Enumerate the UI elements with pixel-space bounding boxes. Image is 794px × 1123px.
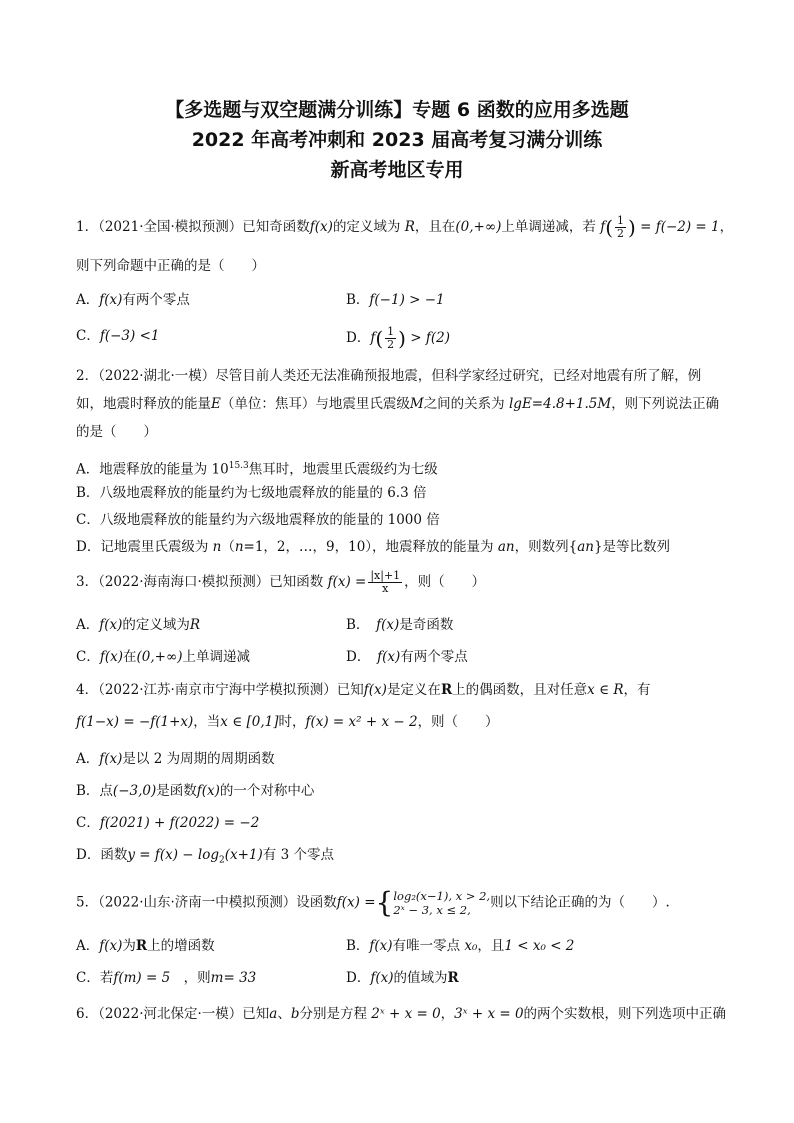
q2-option-a: A．地震释放的能量为 $10^{15.3}$焦耳时，地震里氏震级约为七级	[76, 461, 438, 478]
q3-option-b: B． f(x)是奇函数	[346, 617, 454, 633]
q2-option-d: D．记地震里氏震级为 n（n=1，2，…，9，10），地震释放的能量为 an，则数列{an}是等比数列	[76, 539, 671, 555]
q4-stem-line1: 4．（2022·江苏·南京市宁海中学模拟预测）已知f(x)是定义在R上的偶函数，且对任意x ∈ R，有	[76, 682, 651, 698]
q5-option-a: A．f(x)为R上的增函数	[76, 938, 215, 954]
q1-stem-line2: 则下列命题中正确的是（ ）	[76, 258, 265, 274]
q4-option-d: D．函数$y = f(x) - \log_2(x+1)$有 3 个零点	[76, 847, 334, 866]
q1-option-d: D．f( $\frac{1}{2}$ ) > f(2)	[346, 325, 450, 351]
q2-stem-line2: 如，地震时释放的能量E（单位：焦耳）与地震里氏震级M之间的关系为 lgE=4.8+1.5M，则下列说法正确	[76, 396, 720, 412]
q6-stem: 6．（2022·河北保定·一模）已知a、b分别是方程 2ˣ + x = 0，3ˣ + x = 0的两个实数根，则下列选项中正确	[76, 1006, 727, 1022]
doc-title-line1: 【多选题与双空题满分训练】专题 6 函数的应用多选题	[165, 99, 629, 121]
q2-stem-line3: 的是（ ）	[76, 424, 157, 440]
q1-option-a: A．f(x)有两个零点	[76, 292, 190, 308]
q3-option-d: D． f(x)有两个零点	[346, 649, 468, 665]
q4-option-c: C．f(2021) + f(2022) = −2	[76, 815, 260, 831]
q3-option-a: A．f(x)的定义域为R	[76, 617, 201, 633]
doc-title-line3: 新高考地区专用	[330, 159, 464, 181]
q5-stem: 5．（2022·山东·济南一中模拟预测）设函数f(x) ={ log₂(x−1), x > 2, 2ˣ − 3, x ≤ 2, 则以下结论正确的为（ ）.	[76, 886, 670, 919]
q4-stem-line2: f(1−x) = −f(1+x)，当x ∈ [0,1]时，f(x) = x² + x − 2，则（ ）	[76, 714, 499, 730]
q2-option-b: B．八级地震释放的能量约为七级地震释放的能量的 6.3 倍	[76, 485, 427, 501]
q2-stem-line1: 2．（2022·湖北·一模）尽管目前人类还无法准确预报地震，但科学家经过研究，已经对地震有所了解，例	[76, 368, 702, 384]
q1-option-b: B．f(−1) > −1	[346, 292, 445, 308]
q1-option-c: C．f(−3) <1	[76, 328, 160, 344]
q5-option-d: D．f(x)的值域为R	[346, 970, 459, 986]
q3-stem: 3．（2022·海南海口·模拟预测）已知函数 f(x) = $\frac{|x|+1}{x}$ ，则（ ）	[76, 569, 486, 595]
q1-fraction: $\frac{1}{2}$	[617, 214, 624, 240]
q3-fraction: $\frac{|x|+1}{x}$	[370, 569, 401, 595]
q2-option-c: C．八级地震释放的能量约为六级地震释放的能量的 1000 倍	[76, 512, 440, 528]
doc-title-line2: 2022 年高考冲刺和 2023 届高考复习满分训练	[191, 129, 603, 151]
q4-option-a: A．f(x)是以 2 为周期的周期函数	[76, 751, 275, 767]
q3-option-c: C．f(x)在(0,+∞)上单调递减	[76, 649, 250, 665]
q5-piecewise: log₂(x−1), x > 2, 2ˣ − 3, x ≤ 2,	[393, 889, 491, 917]
q5-option-b: B．f(x)有唯一零点 x₀，且1 < x₀ < 2	[346, 938, 575, 954]
q1-stem: 1．（2021·全国·模拟预测）已知奇函数f(x)的定义域为 R，且在(0,+∞)上单调递减，若 f( $\frac{1}{2}$ ) = f(−2) = 1，	[76, 214, 734, 240]
q4-option-b: B．点(−3,0)是函数f(x)的一个对称中心	[76, 783, 315, 799]
q5-option-c: C．若f(m) = 5 ，则m= 33	[76, 970, 257, 986]
